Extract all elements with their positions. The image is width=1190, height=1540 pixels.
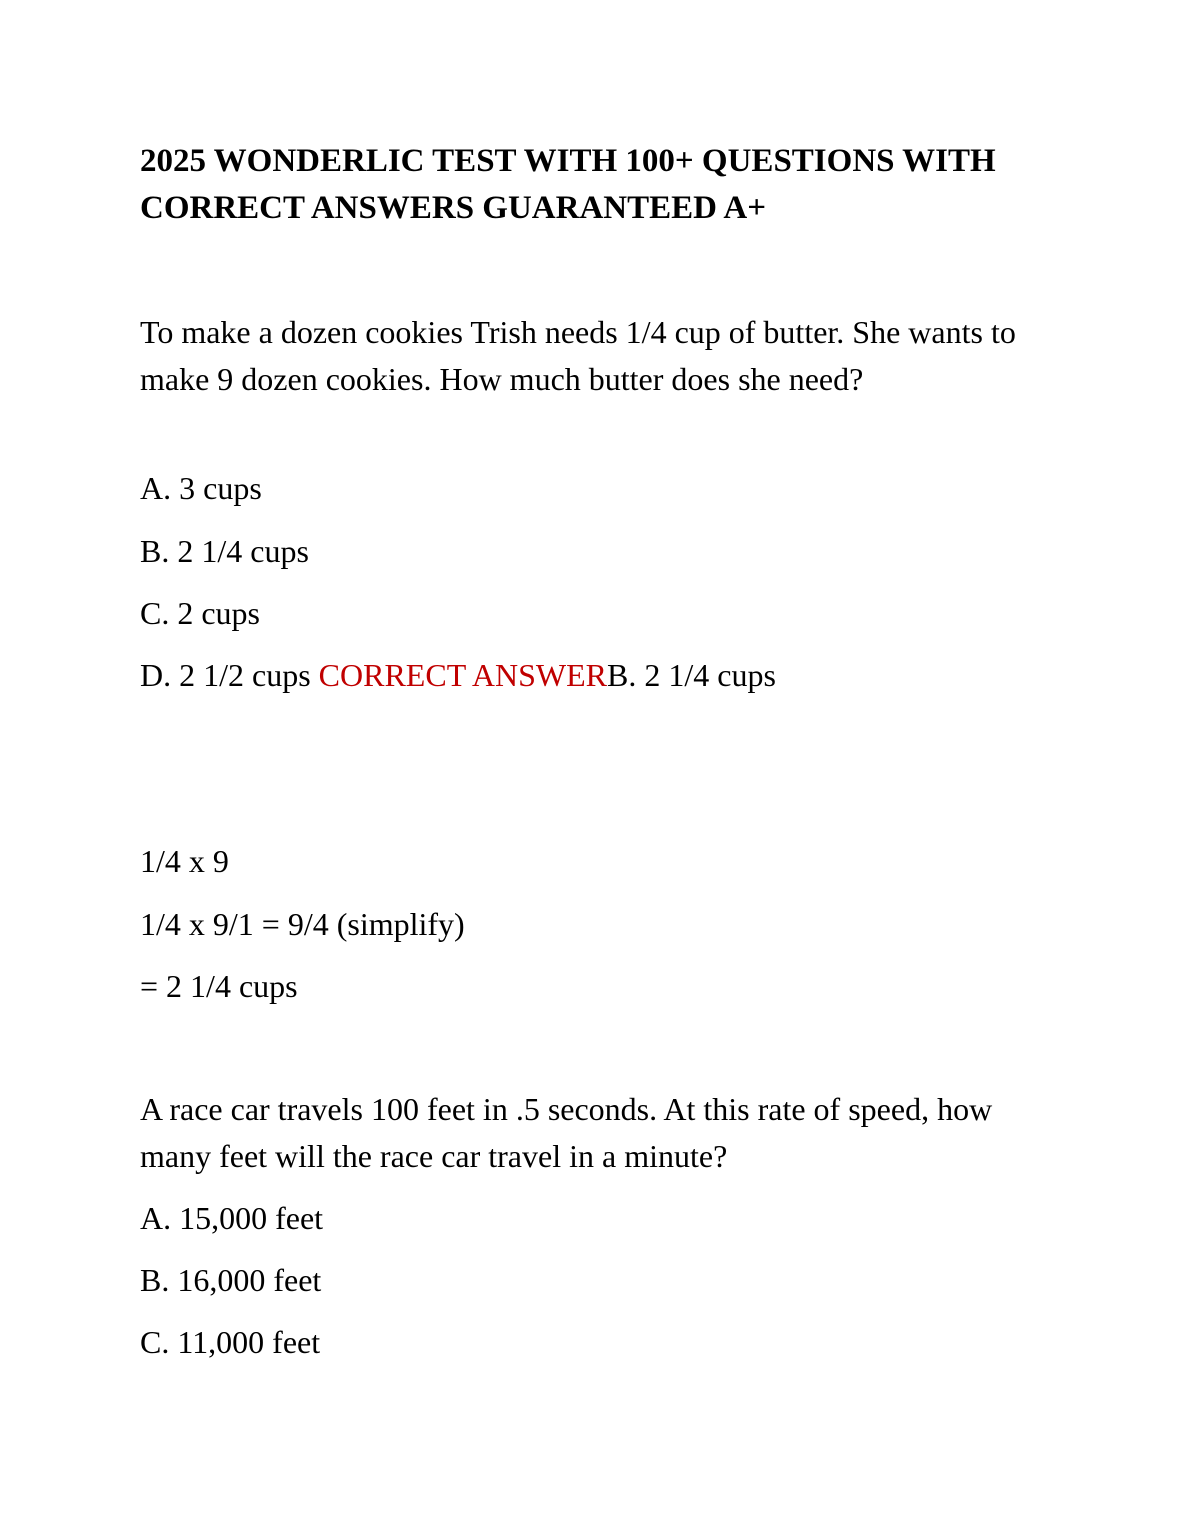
correct-answer-label: CORRECT ANSWER (318, 657, 607, 693)
question-1-option-a: A. 3 cups (140, 470, 262, 506)
correct-answer-value: B. 2 1/4 cups (607, 657, 776, 693)
work-step-3: = 2 1/4 cups (140, 968, 298, 1004)
question-1-option-d-line (140, 655, 776, 695)
question-2-option-c: C. 11,000 feet (140, 1324, 321, 1360)
question-1-option-c: C. 2 cups (140, 595, 260, 631)
question-2-option-a: A. 15,000 feet (140, 1200, 324, 1236)
question-1-option-b: B. 2 1/4 cups (140, 533, 309, 569)
work-step-1: 1/4 x 9 (140, 843, 229, 879)
question-1-option-d: D. 2 1/2 cups (140, 657, 311, 693)
question-2-option-b: B. 16,000 feet (140, 1262, 322, 1298)
question-1-prompt: To make a dozen cookies Trish needs 1/4 cup of butter. She wants to make 9 dozen cookies. How much butter does she need? (140, 314, 1016, 397)
question-2-prompt: A race car travels 100 feet in .5 seconds. At this rate of speed, how many feet will the race car travel in a minute? (140, 1091, 993, 1174)
document-title: 2025 WONDERLIC TEST WITH 100+ QUESTIONS WITH CORRECT ANSWERS GUARANTEED A+ (140, 143, 996, 226)
work-step-2: 1/4 x 9/1 = 9/4 (simplify) (140, 906, 465, 942)
